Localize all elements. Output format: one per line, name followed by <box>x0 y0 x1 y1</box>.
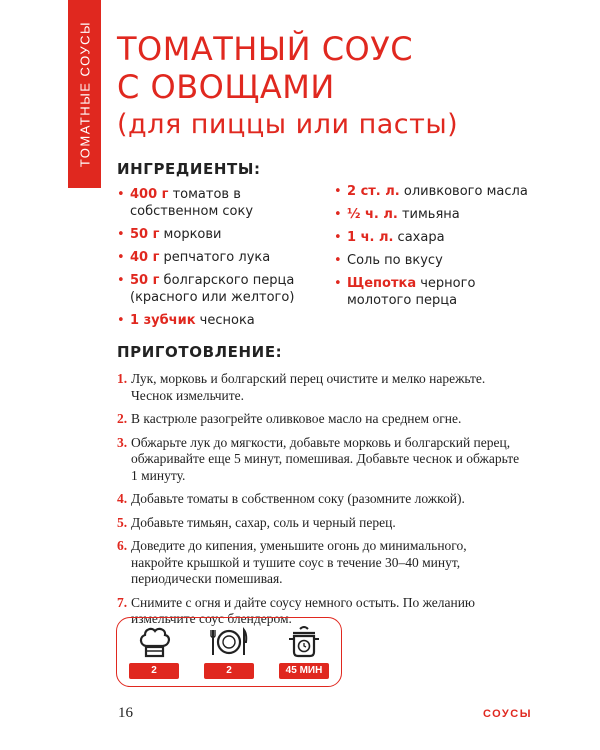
ingredient-item: • ½ ч. л. тимьяна <box>334 206 534 223</box>
ingredient-item: • Соль по вкусу <box>334 252 534 269</box>
recipe-info-box <box>116 617 342 687</box>
servings-info <box>117 618 191 686</box>
recipe-title-line2: С ОВОЩАМИ <box>117 68 335 106</box>
ingredients-heading: ИНГРЕДИЕНТЫ: <box>117 160 261 178</box>
ingredients-list-left <box>117 186 322 335</box>
page-number: 16 <box>118 705 133 721</box>
ingredient-item: • 400 г томатов в собственном соку <box>117 186 322 220</box>
plate-cutlery-icon <box>210 624 248 660</box>
servings-badge: 2 <box>129 663 179 679</box>
ingredient-item: • 1 ч. л. сахара <box>334 229 534 246</box>
portions-badge: 2 <box>204 663 254 679</box>
section-side-tab-label: ТОМАТНЫЕ СОУСЫ <box>77 20 92 168</box>
chef-hat-icon <box>135 624 173 660</box>
footer-section-label: СОУСЫ <box>482 708 532 720</box>
portions-info <box>192 618 266 686</box>
step-item: 2. В кастрюле разогрейте оливковое масло на среднем огне. <box>117 411 462 426</box>
ingredient-item: • 50 г моркови <box>117 226 322 243</box>
step-item: 7. Снимите с огня и дайте соусу немного остыть. По желанию измельчите соус блендером. <box>117 594 476 626</box>
preparation-steps <box>117 371 522 635</box>
ingredient-item: • 2 ст. л. оливкового масла <box>334 183 534 200</box>
step-item: 6. Доведите до кипения, уменьшите огонь до минимального, накройте крышкой и тушите соус в течение 30–40 минут, периодически помешивая. <box>117 538 467 586</box>
cook-time-badge: 45 МИН <box>279 663 329 679</box>
step-item: 1. Лук, морковь и болгарский перец очистите и мелко нарежьте. Чеснок измельчите. <box>117 371 486 403</box>
recipe-title-line3: (для пиццы или пасты) <box>117 109 459 140</box>
ingredients-list-right <box>334 183 534 315</box>
preparation-heading: ПРИГОТОВЛЕНИЕ: <box>117 343 283 361</box>
section-side-tab <box>68 0 101 188</box>
recipe-title <box>117 30 458 144</box>
ingredient-item: • 40 г репчатого лука <box>117 249 322 266</box>
ingredient-item: • 1 зубчик чеснока <box>117 312 322 329</box>
step-item: 4. Добавьте томаты в собственном соку (разомните ложкой). <box>117 491 465 506</box>
ingredient-item: • 50 г болгарского перца (красного или желтого) <box>117 272 322 306</box>
cooking-pot-timer-icon <box>285 624 323 660</box>
cook-time-info <box>267 618 341 686</box>
recipe-title-line1: ТОМАТНЫЙ СОУС <box>117 30 414 68</box>
ingredient-item: • Щепотка черного молотого перца <box>334 275 534 309</box>
step-item: 5. Добавьте тимьян, сахар, соль и черный перец. <box>117 514 396 530</box>
step-item: 3. Обжарьте лук до мягкости, добавьте морковь и болгарский перец, обжаривайте еще 5 минут, помешивая. Добавьте чеснок и обжарьте 1 минуту. <box>117 434 520 483</box>
